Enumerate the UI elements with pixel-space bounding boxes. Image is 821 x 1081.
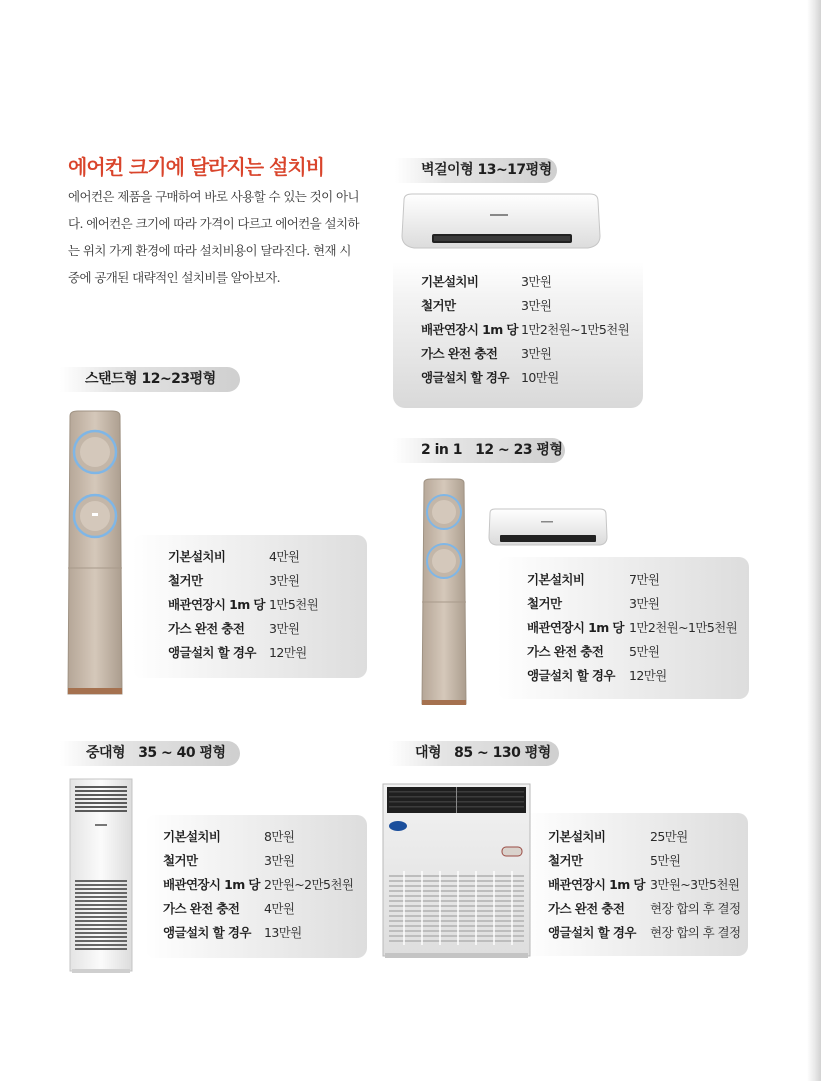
wall-ac-image: [398, 192, 603, 256]
price-label: 앵글설치 할 경우: [168, 645, 256, 660]
section-heading-large: [389, 741, 559, 766]
price-label: 철거만: [168, 573, 203, 588]
price-label: 배관연장시 1m 당: [527, 620, 624, 635]
price-row: [421, 366, 629, 390]
price-label: 가스 완전 충전: [168, 621, 245, 636]
section-heading-text: 2 in 1 12 ~ 23 평형: [421, 442, 563, 458]
price-row: [421, 294, 629, 318]
section-heading-text: 대형 85 ~ 130 평형: [415, 745, 551, 761]
price-value: 3만원: [269, 621, 300, 636]
price-row: [527, 640, 737, 664]
price-label: 배관연장시 1m 당: [421, 322, 518, 337]
price-value: 25만원: [650, 829, 688, 844]
price-row: [168, 641, 318, 665]
price-row: [548, 921, 740, 945]
price-row: [168, 545, 318, 569]
price-value: 3만원: [521, 346, 552, 361]
price-row: [527, 664, 737, 688]
price-value: 3만원: [521, 298, 552, 313]
section-heading-wall: [395, 158, 557, 183]
price-label: 가스 완전 충전: [163, 901, 240, 916]
price-value: 현장 합의 후 결정: [650, 925, 741, 940]
price-value: 1만2천원~1만5천원: [521, 322, 630, 337]
price-value: 10만원: [521, 370, 559, 385]
price-value: 4만원: [264, 901, 295, 916]
price-row: [421, 318, 629, 342]
price-label: 기본설치비: [548, 829, 606, 844]
price-label: 기본설치비: [168, 549, 226, 564]
price-row: [421, 270, 629, 294]
price-value: 3만원~3만5천원: [650, 877, 740, 892]
price-row: [163, 921, 353, 945]
price-value: 8만원: [264, 829, 295, 844]
price-value: 5만원: [629, 644, 660, 659]
price-row: [168, 593, 318, 617]
price-row: [421, 342, 629, 366]
price-label: 앵글설치 할 경우: [421, 370, 509, 385]
section-heading-midlarge: [60, 741, 240, 766]
price-rows-wall: [421, 270, 629, 390]
price-value: 3만원: [264, 853, 295, 868]
price-label: 기본설치비: [421, 274, 479, 289]
main-title: 에어컨 크기에 달라지는 설치비: [68, 155, 325, 179]
intro-line: 는 위치 가게 환경에 따라 설치비용이 달라진다. 현재 시: [68, 243, 351, 258]
price-label: 앵글설치 할 경우: [163, 925, 251, 940]
price-rows-stand: [168, 545, 318, 665]
price-row: [163, 849, 353, 873]
twoinone-stand-ac-image: [421, 478, 467, 708]
price-rows-large: [548, 825, 740, 945]
price-row: [163, 873, 353, 897]
stand-ac-image: [66, 410, 124, 698]
price-row: [527, 592, 737, 616]
price-row: [163, 897, 353, 921]
midlarge-ac-image: [69, 778, 133, 976]
price-label: 철거만: [548, 853, 583, 868]
price-label: 배관연장시 1m 당: [548, 877, 645, 892]
price-value: 2만원~2만5천원: [264, 877, 354, 892]
price-value: 12만원: [269, 645, 307, 660]
intro-line: 에어컨은 제품을 구매하여 바로 사용할 수 있는 것이 아니: [68, 189, 359, 204]
price-label: 철거만: [421, 298, 456, 313]
price-value: 3만원: [269, 573, 300, 588]
price-value: 12만원: [629, 668, 667, 683]
page-edge-shadow: [807, 0, 821, 1081]
price-value: 3만원: [629, 596, 660, 611]
price-value: 1만2천원~1만5천원: [629, 620, 738, 635]
section-heading-text: 중대형 35 ~ 40 평형: [86, 745, 226, 761]
price-row: [548, 849, 740, 873]
section-heading-stand: [60, 367, 240, 392]
price-label: 철거만: [527, 596, 562, 611]
price-label: 가스 완전 충전: [527, 644, 604, 659]
intro-paragraph: [68, 183, 360, 291]
section-heading-twoinone: [393, 438, 565, 463]
price-row: [527, 568, 737, 592]
price-value: 3만원: [521, 274, 552, 289]
price-row: [168, 617, 318, 641]
price-label: 철거만: [163, 853, 198, 868]
price-row: [548, 897, 740, 921]
price-value: 현장 합의 후 결정: [650, 901, 741, 916]
price-row: [548, 873, 740, 897]
price-label: 기본설치비: [163, 829, 221, 844]
section-heading-text: 벽걸이형 13~17평형: [421, 162, 552, 178]
price-label: 기본설치비: [527, 572, 585, 587]
intro-line: 중에 공개된 대략적인 설치비를 알아보자.: [68, 270, 280, 285]
price-rows-twoinone: [527, 568, 737, 688]
twoinone-wall-ac-image: [486, 508, 610, 550]
price-row: [527, 616, 737, 640]
price-label: 가스 완전 충전: [421, 346, 498, 361]
price-value: 4만원: [269, 549, 300, 564]
price-label: 앵글설치 할 경우: [548, 925, 636, 940]
price-value: 13만원: [264, 925, 302, 940]
section-heading-text: 스탠드형 12~23평형: [85, 371, 216, 387]
price-row: [548, 825, 740, 849]
price-row: [163, 825, 353, 849]
large-ac-image: [382, 783, 532, 961]
price-value: 1만5천원: [269, 597, 319, 612]
price-label: 가스 완전 충전: [548, 901, 625, 916]
price-row: [168, 569, 318, 593]
intro-line: 다. 에어컨은 크기에 따라 가격이 다르고 에어컨을 설치하: [68, 216, 359, 231]
price-value: 5만원: [650, 853, 681, 868]
price-value: 7만원: [629, 572, 660, 587]
price-label: 배관연장시 1m 당: [168, 597, 265, 612]
price-rows-midlarge: [163, 825, 353, 945]
price-label: 앵글설치 할 경우: [527, 668, 615, 683]
price-label: 배관연장시 1m 당: [163, 877, 260, 892]
